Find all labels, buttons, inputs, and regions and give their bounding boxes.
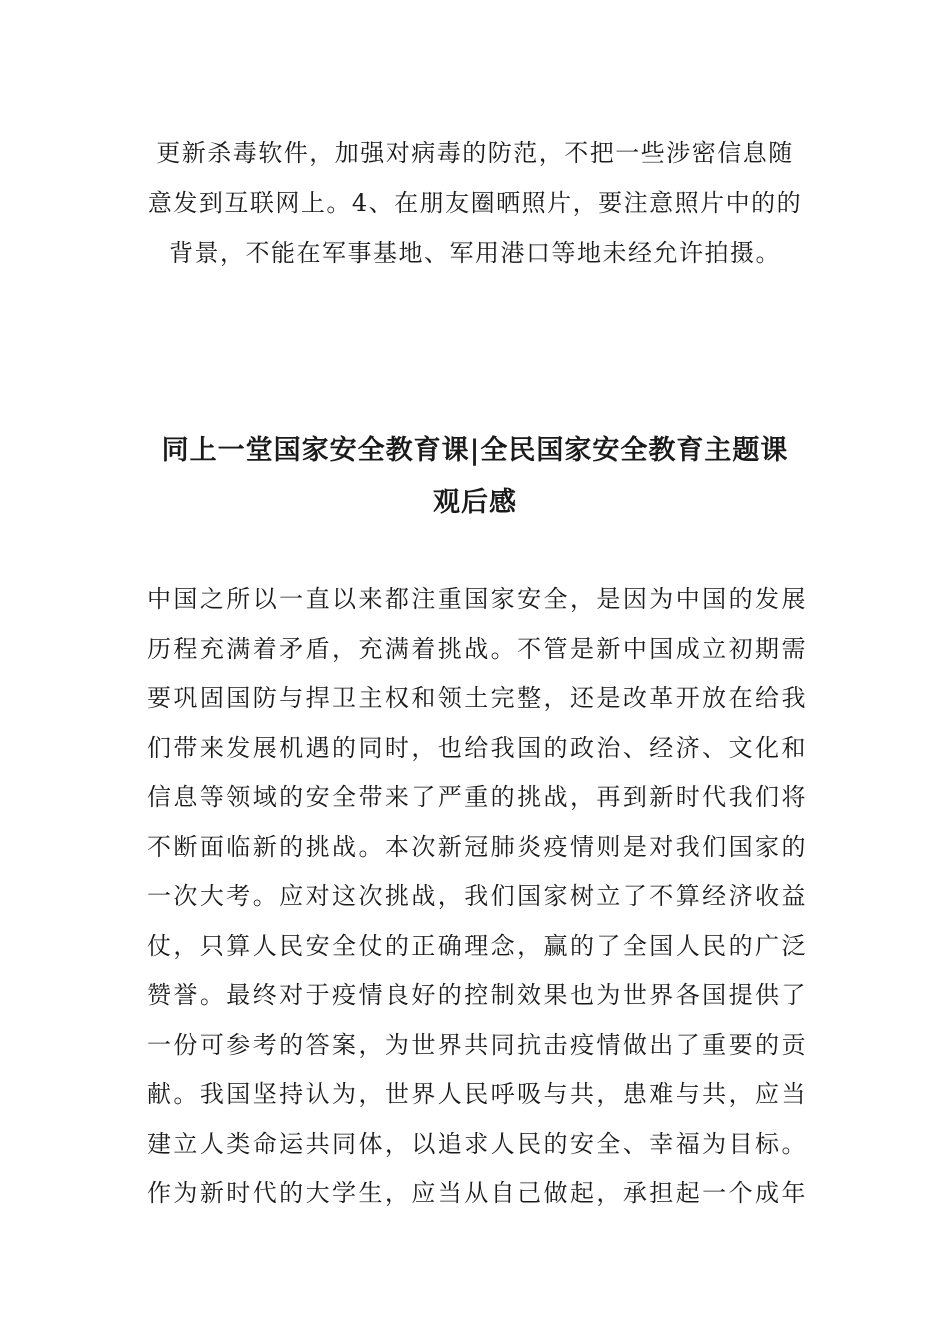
intro-line: 更新杀毒软件，加强对病毒的防范，不把一些涉密信息随 bbox=[156, 139, 794, 167]
body-line: 赞誉。最终对于疫情良好的控制效果也为世界各国提供了 bbox=[147, 981, 807, 1009]
body-line: 要巩固国防与捍卫主权和领土完整，还是改革开放在给我 bbox=[147, 684, 807, 712]
body-line: 中国之所以一直以来都注重国家安全，是因为中国的发展 bbox=[147, 585, 807, 613]
body-line: 们带来发展机遇的同时，也给我国的政治、经济、文化和 bbox=[147, 733, 807, 762]
body-line: 献。我国坚持认为，世界人民呼吸与共，患难与共，应当 bbox=[147, 1080, 807, 1108]
title-line: 同上一堂国家安全教育课|全民国家安全教育主题课 bbox=[161, 435, 789, 466]
body-line: 一次大考。应对这次挑战，我们国家树立了不算经济收益 bbox=[147, 882, 807, 910]
intro-line: 背景，不能在军事基地、军用港口等地未经允许拍摄。 bbox=[169, 239, 781, 267]
body-line: 作为新时代的大学生，应当从自己做起，承担起一个成年 bbox=[147, 1179, 807, 1207]
body-line: 一份可参考的答案，为世界共同抗击疫情做出了重要的贡 bbox=[147, 1030, 807, 1059]
body-paragraph bbox=[147, 575, 807, 1219]
body-line: 历程充满着矛盾，充满着挑战。不管是新中国成立初期需 bbox=[147, 634, 807, 663]
intro-paragraph bbox=[140, 128, 810, 278]
body-line: 仗，只算人民安全仗的正确理念，赢的了全国人民的广泛 bbox=[147, 931, 807, 960]
intro-line: 意发到互联网上。4、在朋友圈晒照片，要注意照片中的的 bbox=[147, 189, 803, 217]
title-line: 观后感 bbox=[433, 487, 517, 518]
body-line: 建立人类命运共同体，以追求人民的安全、幸福为目标。 bbox=[147, 1129, 807, 1158]
document-title bbox=[140, 425, 810, 529]
body-line: 不断面临新的挑战。本次新冠肺炎疫情则是对我们国家的 bbox=[147, 832, 807, 861]
body-line: 信息等领域的安全带来了严重的挑战，再到新时代我们将 bbox=[147, 783, 807, 811]
